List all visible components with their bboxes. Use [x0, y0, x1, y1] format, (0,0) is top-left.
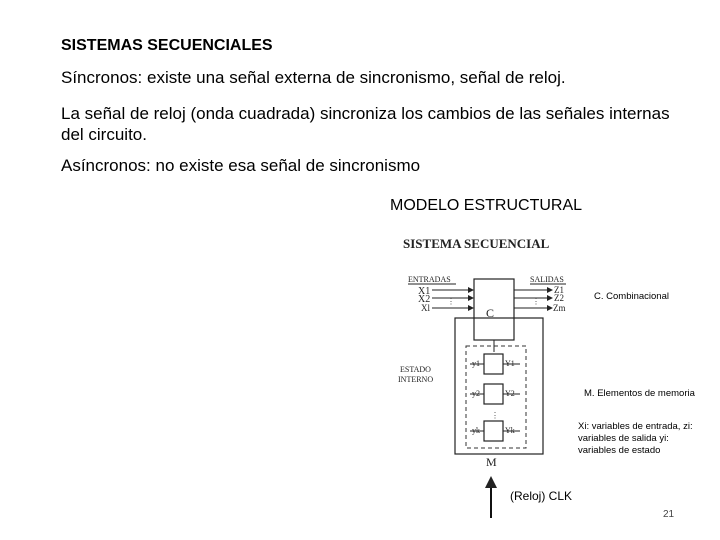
yk-label: yk [472, 426, 480, 435]
outer-frame [455, 318, 543, 454]
interno-label: INTERNO [398, 375, 434, 384]
output-zm: Zm [553, 303, 566, 313]
memory-element-1 [484, 354, 503, 374]
input-x1: X1 [418, 286, 431, 297]
block-m-label: M [486, 455, 497, 469]
entradas-label: ENTRADAS [408, 275, 451, 284]
memory-element-2 [484, 384, 503, 404]
clock-label: (Reloj) CLK [510, 489, 573, 503]
model-title: MODELO ESTRUCTURAL [390, 197, 583, 214]
async-definition: Asíncronos: no existe esa señal de sincronismo [61, 156, 421, 175]
y2-label: y2 [472, 389, 480, 398]
memory-element-k [484, 421, 503, 441]
Y1-label: Y1 [505, 359, 515, 368]
clock-description: La señal de reloj (onda cuadrada) sincroniza los cambios de las señales internas del circuito. [61, 104, 670, 144]
input-xl: Xl [421, 303, 430, 313]
output-z1: Z1 [554, 285, 564, 295]
Yk-label: Yk [505, 426, 515, 435]
annotation-combinational: C. Combinacional [594, 291, 669, 302]
output-dots: ⋮ [532, 297, 540, 306]
input-x2: X2 [418, 294, 431, 305]
Y2-label: Y2 [505, 389, 515, 398]
sync-definition: Síncronos: existe una señal externa de sincronismo, señal de reloj. [61, 68, 566, 87]
block-c-label: C [486, 306, 495, 320]
diagram-heading: SISTEMA SECUENCIAL [403, 236, 550, 251]
memory-dots: ⋮ [491, 411, 499, 420]
page-number: 21 [663, 509, 675, 520]
annotation-variables: Xi: variables de entrada, zi: variables de salida yi: variables de estado [578, 421, 693, 456]
estado-label: ESTADO [400, 365, 431, 374]
output-z2: Z2 [554, 293, 564, 303]
salidas-label: SALIDAS [530, 275, 564, 284]
y1-label: y1 [472, 359, 480, 368]
input-dots: ⋮ [447, 297, 455, 306]
slide-title: SISTEMAS SECUENCIALES [61, 37, 273, 54]
annotation-memory: M. Elementos de memoria [584, 388, 695, 399]
